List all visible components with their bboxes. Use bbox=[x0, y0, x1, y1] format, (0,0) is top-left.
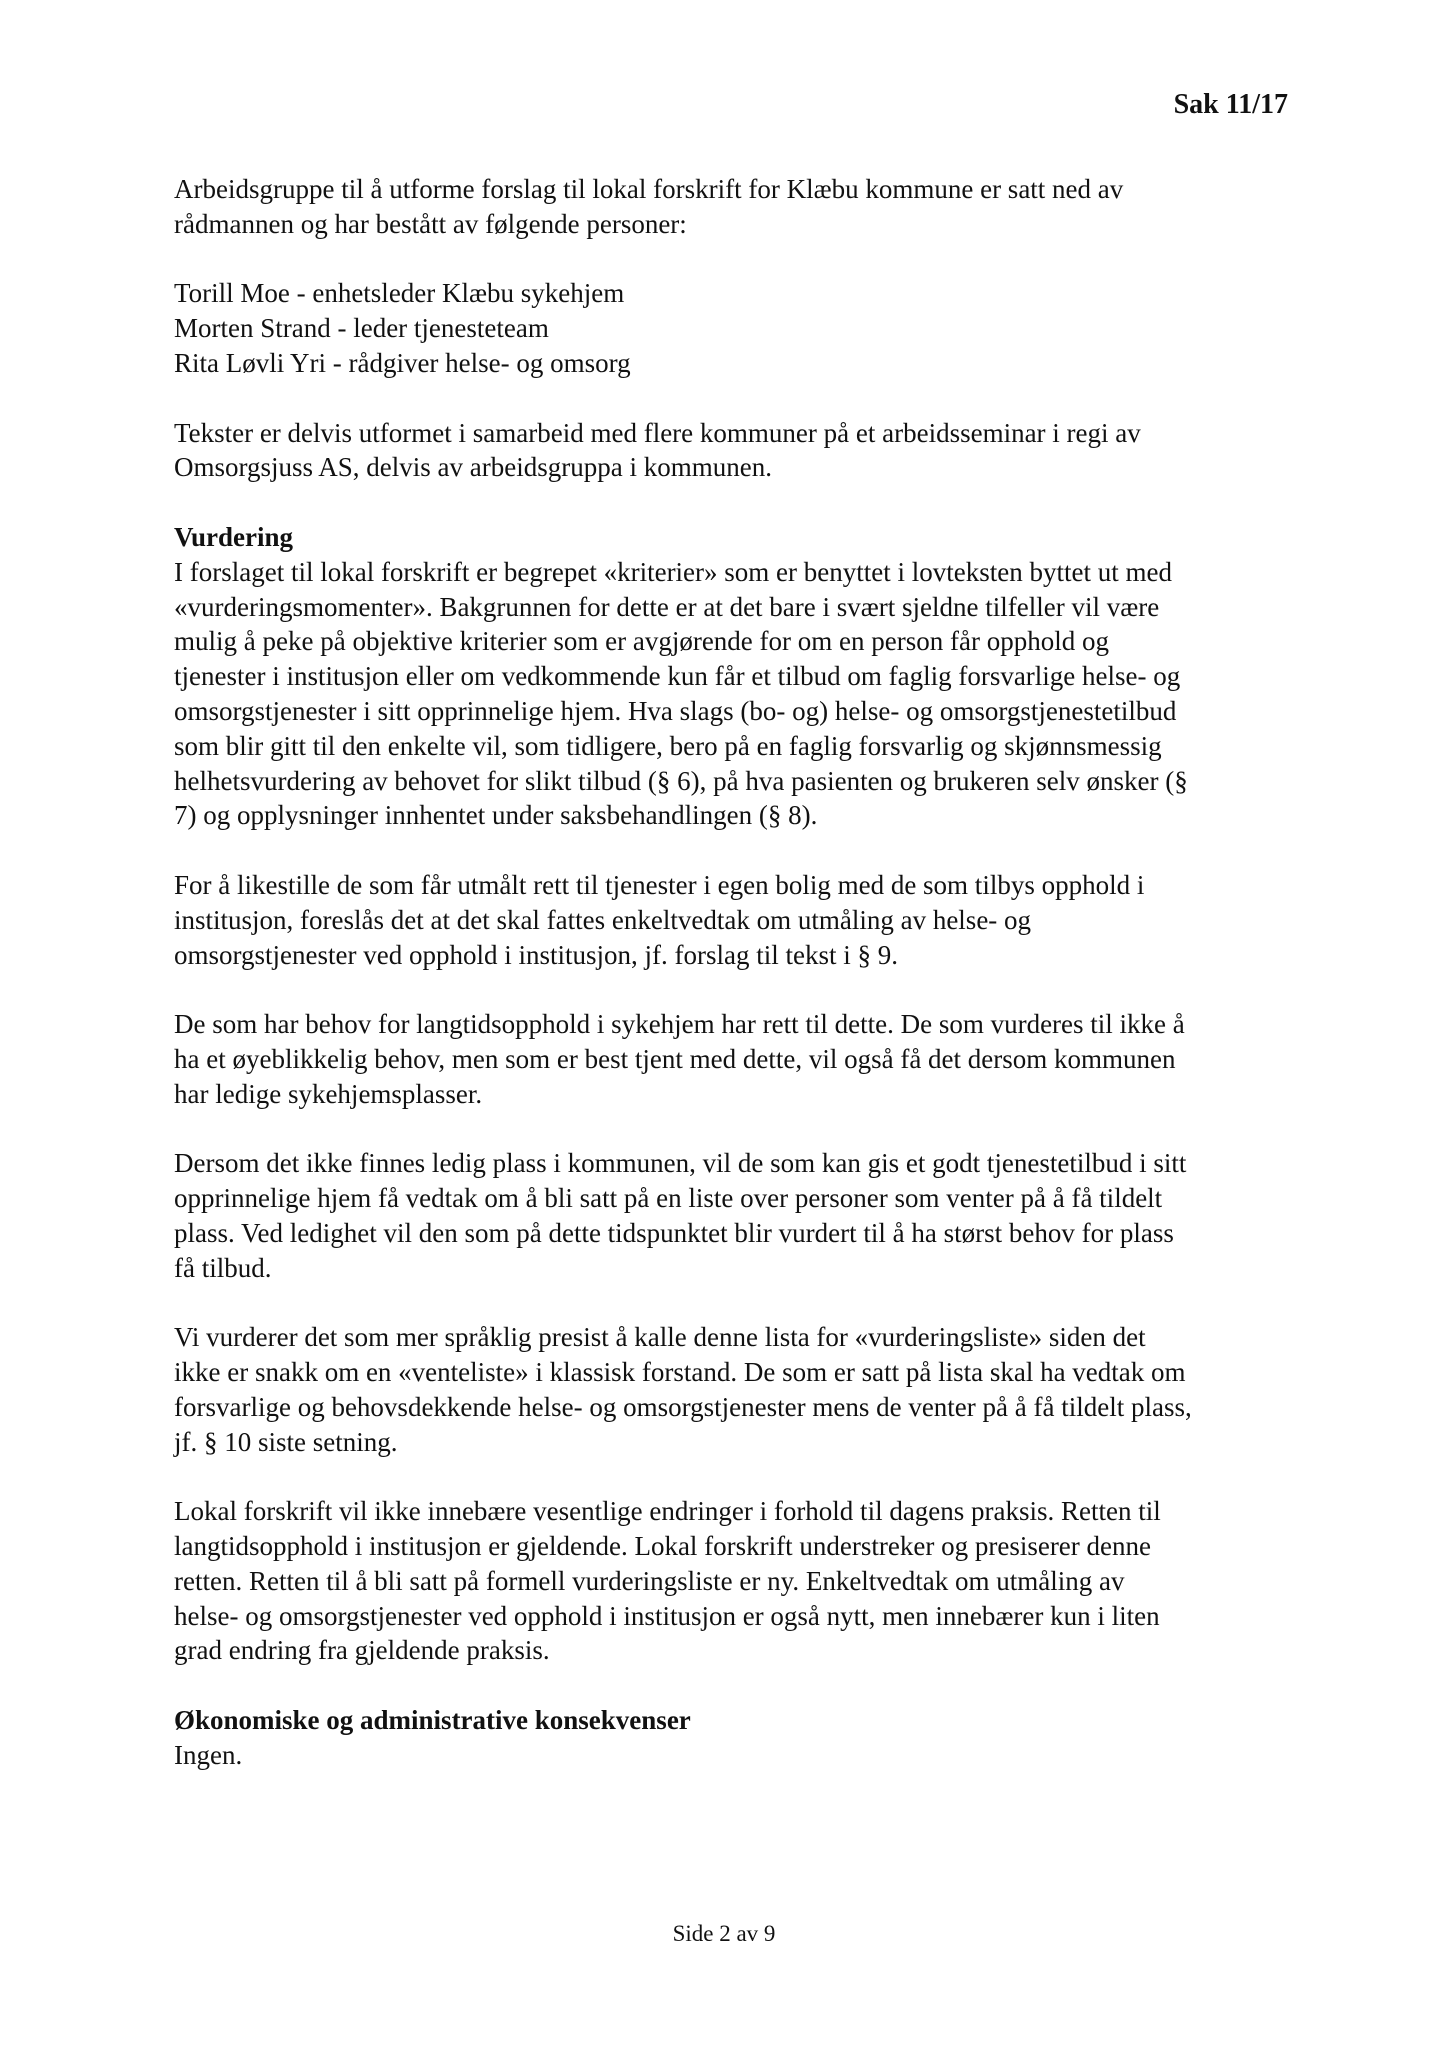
paragraph bbox=[174, 416, 1294, 486]
paragraph bbox=[174, 1320, 1294, 1459]
text-line: Lokal forskrift vil ikke innebære vesentlige endringer i forhold til dagens praksis. Retten til bbox=[174, 1496, 1161, 1527]
text-line: omsorgstjenester i sitt opprinnelige hjem. Hva slags (bo- og) helse- og omsorgstjenestetilbud bbox=[174, 695, 1177, 726]
text-line: helse- og omsorgstjenester ved opphold i institusjon er også nytt, men innebærer kun i liten bbox=[174, 1600, 1160, 1631]
text-line: få tilbud. bbox=[174, 1252, 272, 1283]
text-line: langtidsopphold i institusjon er gjeldende. Lokal forskrift understreker og presiserer denne bbox=[174, 1531, 1151, 1562]
text-line: Morten Strand - leder tjenesteteam bbox=[174, 313, 549, 344]
text-line: 7) og opplysninger innhentet under saksbehandlingen (§ 8). bbox=[174, 800, 818, 831]
section-heading: Vurdering bbox=[174, 521, 294, 552]
text-line: Vi vurderer det som mer språklig presist å kalle denne lista for «vurderingsliste» siden det bbox=[174, 1322, 1146, 1353]
text-line: Tekster er delvis utformet i samarbeid med flere kommuner på et arbeidsseminar i regi av bbox=[174, 417, 1141, 448]
text-line: tjenester i institusjon eller om vedkommende kun får et tilbud om faglig forsvarlige helse- og bbox=[174, 661, 1181, 692]
paragraph bbox=[174, 1494, 1294, 1668]
paragraph bbox=[174, 1146, 1294, 1285]
text-line: ha et øyeblikkelig behov, men som er best tjent med dette, vil også få det dersom kommunen bbox=[174, 1043, 1176, 1074]
page-number: Side 2 av 9 bbox=[672, 1921, 776, 1946]
text-line: helhetsvurdering av behovet for slikt tilbud (§ 6), på hva pasienten og brukeren selv ønsker (§ bbox=[174, 765, 1188, 796]
document-body bbox=[174, 172, 1294, 1807]
text-line: grad endring fra gjeldende praksis. bbox=[174, 1635, 550, 1666]
text-line: plass. Ved ledighet vil den som på dette tidspunktet blir vurdert til å ha størst behov for plass bbox=[174, 1217, 1174, 1248]
section-paragraph bbox=[174, 520, 1294, 833]
text-line: I forslaget til lokal forskrift er begrepet «kriterier» som er benyttet i lovteksten byttet ut med bbox=[174, 556, 1172, 587]
text-line: Omsorgsjuss AS, delvis av arbeidsgruppa i kommunen. bbox=[174, 452, 772, 483]
text-line: jf. § 10 siste setning. bbox=[174, 1426, 398, 1457]
text-line: Torill Moe - enhetsleder Klæbu sykehjem bbox=[174, 278, 625, 309]
text-line: mulig å peke på objektive kriterier som er avgjørende for om en person får opphold og bbox=[174, 626, 1109, 657]
text-line: opprinnelige hjem få vedtak om å bli satt på en liste over personer som venter på å få tildelt bbox=[174, 1183, 1163, 1214]
text-line: omsorgstjenester ved opphold i institusjon, jf. forslag til tekst i § 9. bbox=[174, 939, 898, 970]
paragraph bbox=[174, 1007, 1294, 1111]
text-line: retten. Retten til å bli satt på formell vurderingsliste er ny. Enkeltvedtak om utmåling av bbox=[174, 1565, 1125, 1596]
section-paragraph bbox=[174, 1703, 1294, 1773]
text-line: «vurderingsmomenter». Bakgrunnen for dette er at det bare i svært sjeldne tilfeller vil være bbox=[174, 591, 1160, 622]
text-line: De som har behov for langtidsopphold i sykehjem har rett til dette. De som vurderes til ikke å bbox=[174, 1009, 1185, 1040]
text-line: forsvarlige og behovsdekkende helse- og omsorgstjenester mens de venter på å få tildelt plass, bbox=[174, 1391, 1192, 1422]
text-line: ikke er snakk om en «venteliste» i klassisk forstand. De som er satt på lista skal ha vedtak om bbox=[174, 1357, 1186, 1388]
section-heading: Økonomiske og administrative konsekvenser bbox=[174, 1705, 691, 1736]
paragraph bbox=[174, 868, 1294, 972]
text-line: Ingen. bbox=[174, 1739, 243, 1770]
text-line: rådmannen og har bestått av følgende personer: bbox=[174, 208, 687, 239]
text-line: Arbeidsgruppe til å utforme forslag til lokal forskrift for Klæbu kommune er satt ned av bbox=[174, 174, 1124, 204]
text-line: institusjon, foreslås det at det skal fattes enkeltvedtak om utmåling av helse- og bbox=[174, 904, 1032, 935]
text-line: Dersom det ikke finnes ledig plass i kommunen, vil de som kan gis et godt tjenestetilbud i sitt bbox=[174, 1148, 1187, 1179]
paragraph bbox=[174, 172, 1294, 242]
paragraph bbox=[174, 276, 1294, 380]
text-line: som blir gitt til den enkelte vil, som tidligere, bero på en faglig forsvarlig og skjønnsmessig bbox=[174, 730, 1162, 761]
case-reference: Sak 11/17 bbox=[1173, 89, 1288, 120]
text-line: har ledige sykehjemsplasser. bbox=[174, 1078, 483, 1109]
text-line: Rita Løvli Yri - rådgiver helse- og omsorg bbox=[174, 347, 631, 378]
text-line: For å likestille de som får utmålt rett til tjenester i egen bolig med de som tilbys opphold i bbox=[174, 869, 1145, 900]
